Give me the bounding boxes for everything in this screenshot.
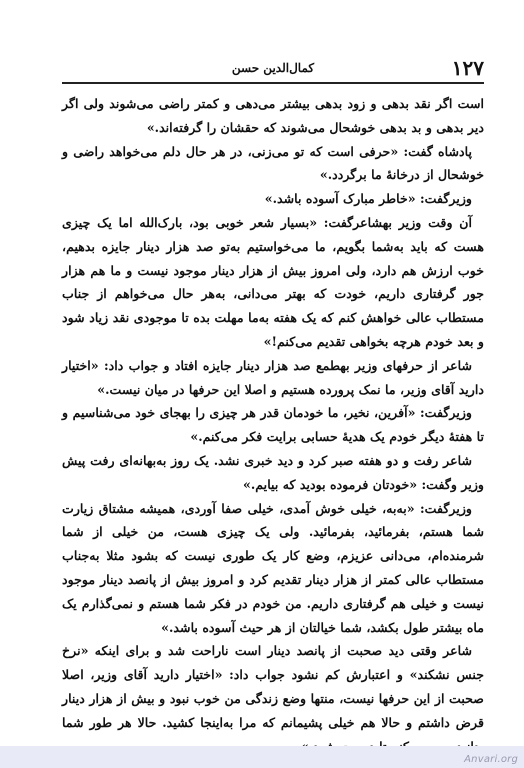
running-head: کمال‌الدین حسن bbox=[231, 61, 315, 75]
header-rule bbox=[62, 82, 484, 84]
paragraph: است اگر نقد بدهی و زود بدهی بیشتر می‌دهی و کمتر راضی می‌شوند ولی اگر دیر بدهی و بد بدهی خوشحال می‌شوند که حقشان را گرفته‌اند.» bbox=[62, 96, 484, 135]
paragraph: شاعر رفت و دو هفته صبر کرد و دید خبری نشد. یک روز به‌بهانه‌ای رفت پیش وزیر وگفت: «خودتان فرموده بودید که بیایم.» bbox=[62, 452, 484, 492]
paragraph: وزیرگفت: «خاطر مبارک آسوده باشد.» bbox=[264, 191, 472, 207]
paragraph: وزیرگفت: «به‌به، خیلی خوش آمدی، خیلی صفا آوردی، همیشه مشتاق زیارت شما هستم، بفرمائید، بفرمائید. ولی یک چیزی هست، من خیلی از شما شرمنده‌ام، می‌دانی عزیزم، وضع کار یک طوری نیست که بشود مثلا به‌جناب مستطاب عالی کمتر از هزار دینار تقدیم کرد و امروز بیش از پانصد دینار موجود نیست و خیلی هم گرفتاری داریم. من خودم در فکر شما هستم و نمی‌گذارم یک ماه بیشتر طول بکشد، شما خیالتان از هر حیث آسوده باشد.» bbox=[62, 500, 484, 635]
paragraph: شاعر وقتی دید صحبت از پانصد دینار است ناراحت شد و برای اینکه «نرخ جنس نشکند» و اعتبارش کم نشود جواب داد: «اختیار دارید آقای وزیر، اصلا صحبت از این حرفها نیست، منتها وضع زندگی من خوب نبود و بیش از هزار دینار قرض داشتم و حالا هم خیلی پشیمانم که مرا به‌اینجا کشید. حالا هر طور شما bbox=[62, 643, 484, 730]
paragraph: پادشاه گفت: «حرفی است که تو می‌زنی، در هر حال دلم می‌خواهد راضی و خوشحال از درخانهٔ ما برگردد.» bbox=[62, 143, 484, 183]
paragraph: شاعر از حرفهای وزیر بهطمع صد هزار دینار جایزه افتاد و جواب داد: «اختیار دارید آقای وزیر، ما نمک پرورده هستیم و اصلا این حرفها در میان نیست.» bbox=[62, 357, 484, 397]
watermark-bar bbox=[0, 746, 524, 768]
page-number: ۱۲۷ bbox=[451, 56, 484, 80]
paragraph: آن وقت وزیر بهشاعرگفت: «بسیار شعر خوبی بود، بارک‌الله اما یک چیزی هست که باید به‌شما بگویم، ما می‌خواستیم به‌تو صد هزار دینار جایزه بدهیم، خوب ارزش هم دارد، ولی امروز بیش از هزار دینار موجود نیست و ما هم هزار جور گرفتاری داریم، خودت که بهتر می‌دانی، به‌هر حال می‌خواهم از جناب مستطاب عالی خواهش کنم که یک هفته به‌ما مهلت بده تا موجودی نقد زیاد شود و بعد خودم هرچه بخواهی تقدیم می‌کنم!» bbox=[62, 214, 484, 349]
watermark-text: Anvari.org bbox=[464, 754, 518, 765]
paragraph: وزیرگفت: «آفرین، نخیر، ما خودمان قدر هر چیزی را بهجای خود می‌شناسیم و تا هفتهٔ دیگر خودم یک هدیهٔ حسابی برایت فکر می‌کنم.» bbox=[62, 405, 484, 445]
page-header bbox=[62, 56, 484, 82]
body-text bbox=[62, 92, 484, 758]
